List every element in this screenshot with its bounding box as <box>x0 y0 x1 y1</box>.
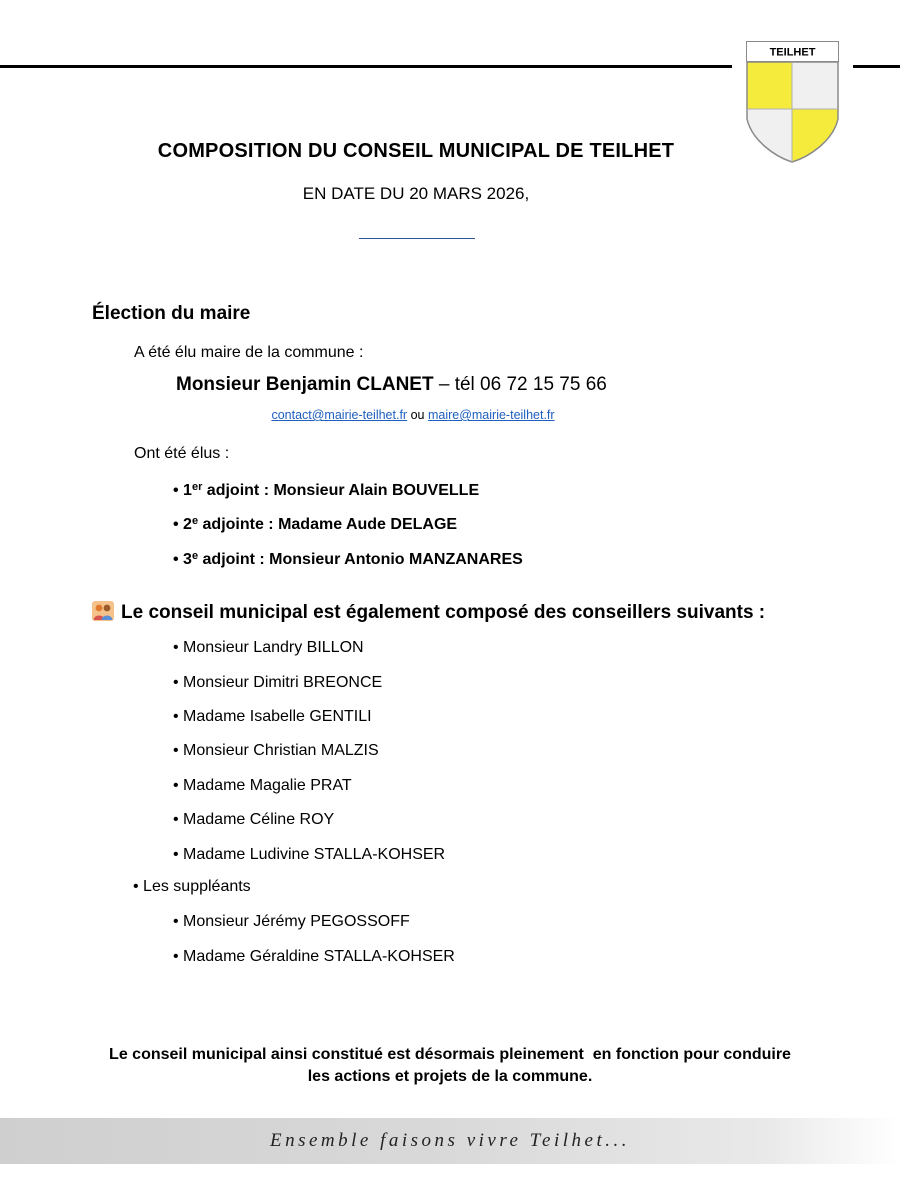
council-member: • Monsieur Christian MALZIS <box>173 742 379 759</box>
elected-intro: Ont été élus : <box>134 445 230 462</box>
header-rule-right <box>853 65 900 68</box>
page-title: COMPOSITION DU CONSEIL MUNICIPAL DE TEILHET <box>157 140 675 162</box>
mayor-contacts <box>0 408 826 422</box>
mayor-line <box>176 374 607 396</box>
council-member: • Monsieur Dimitri BREONCE <box>173 674 383 691</box>
crest-label: TEILHET <box>769 46 816 59</box>
substitute-member: • Madame Géraldine STALLA-KOHSER <box>173 948 455 965</box>
footer-motto: Ensemble faisons vivre Teilhet... <box>269 1130 630 1151</box>
council-member: • Madame Magalie PRAT <box>173 777 352 794</box>
substitute-member: • Monsieur Jérémy PEGOSSOFF <box>173 913 410 930</box>
mayor-name: Monsieur Benjamin CLANET <box>176 374 434 395</box>
conclusion-line-1: Le conseil municipal ainsi constitué est désormais pleinement en fonction pour conduire <box>109 1046 791 1063</box>
title-divider <box>359 238 475 239</box>
mayor-intro: A été élu maire de la commune : <box>134 344 364 361</box>
header-rule-left <box>0 65 732 68</box>
council-heading <box>92 601 765 624</box>
council-member: • Madame Isabelle GENTILI <box>173 708 372 725</box>
adjoint-item: • 3e adjoint : Monsieur Antonio MANZANARES <box>173 550 523 568</box>
council-member: • Monsieur Landry BILLON <box>173 639 364 656</box>
footer-banner <box>0 1118 900 1164</box>
email-link-maire[interactable]: maire@mairie-teilhet.fr <box>427 408 555 422</box>
mayor-phone: – tél 06 72 15 75 66 <box>433 374 607 395</box>
page-subtitle-date: EN DATE DU 20 MARS 2026, <box>302 184 530 203</box>
council-heading-text: Le conseil municipal est également composé des conseillers suivants : <box>121 602 766 623</box>
substitutes-label: • Les suppléants <box>133 878 251 895</box>
adjoint-item: • 1er adjoint : Monsieur Alain BOUVELLE <box>173 481 480 499</box>
people-icon <box>92 601 114 621</box>
election-heading: Élection du maire <box>92 303 251 324</box>
conclusion-text <box>0 1044 900 1088</box>
email-link-contact[interactable]: contact@mairie-teilhet.fr <box>271 408 408 422</box>
council-member: • Madame Céline ROY <box>173 811 335 828</box>
email-separator: ou <box>407 408 428 422</box>
adjoint-item: • 2e adjointe : Madame Aude DELAGE <box>173 515 458 533</box>
council-member: • Madame Ludivine STALLA-KOHSER <box>173 846 446 863</box>
conclusion-line-2: les actions et projets de la commune. <box>307 1068 593 1085</box>
